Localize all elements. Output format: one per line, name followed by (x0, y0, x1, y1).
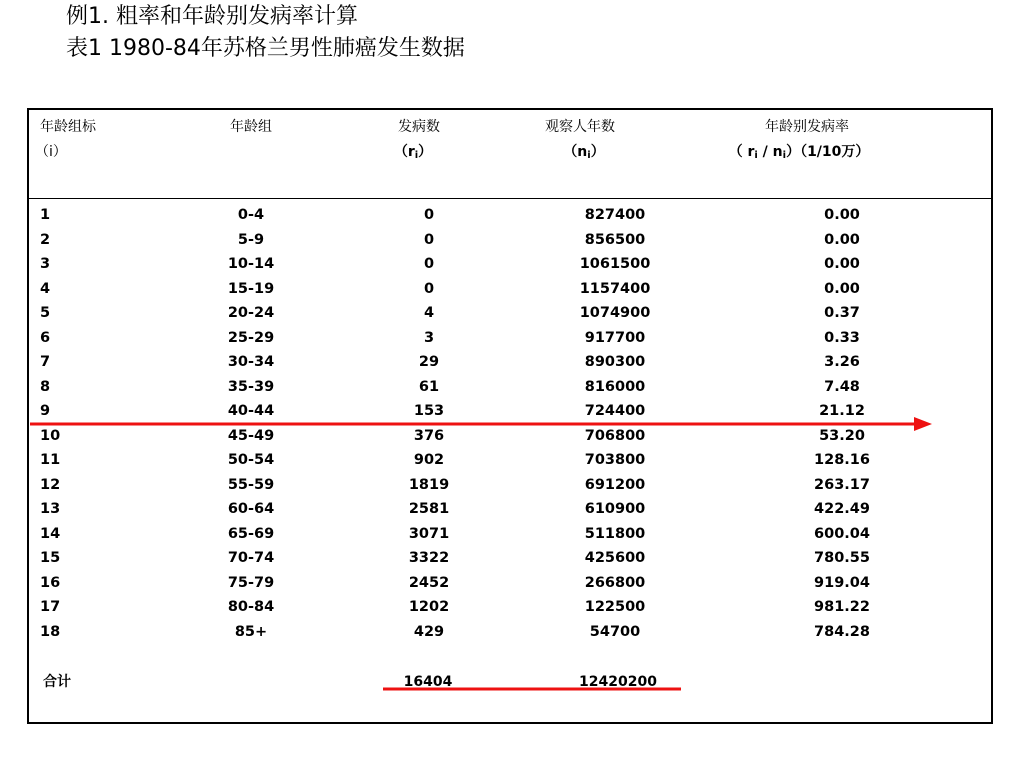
header-person-years-symbol: $(n_i)$ (563, 144, 605, 161)
header-person-years: 观察人年数 (545, 119, 615, 135)
cell-person-years: 122500 (584, 599, 646, 615)
cell-rate: 919.04 (814, 574, 870, 591)
cell-person-years: 917700 (584, 329, 646, 346)
cell-index: 11 (40, 452, 61, 468)
total-cases: 16404 (403, 674, 453, 690)
cell-cases: 376 (413, 427, 445, 444)
header-divider (29, 198, 991, 199)
cell-age-group: 80-84 (227, 599, 275, 615)
cell-index: 5 (40, 305, 51, 321)
cell-person-years: 1074900 (579, 305, 651, 321)
cell-age-group: 0-4 (237, 207, 265, 223)
table-caption: 表1 1980-84年苏格兰男性肺癌发生数据 (66, 36, 465, 61)
cell-index: 1 (40, 207, 51, 223)
cell-index: 10 (40, 427, 61, 444)
cell-rate: 128.16 (814, 452, 870, 468)
cell-age-group: 15-19 (227, 280, 275, 297)
cell-rate: 0.00 (824, 280, 860, 297)
cell-index: 9 (40, 403, 51, 419)
cell-person-years: 54700 (589, 623, 641, 640)
cell-index: 15 (40, 550, 61, 566)
cell-age-group: 20-24 (227, 305, 275, 321)
cell-age-group: 50-54 (227, 452, 275, 468)
cell-person-years: 856500 (584, 231, 646, 248)
cell-cases: 0 (423, 231, 435, 248)
cell-age-group: 35-39 (227, 378, 275, 395)
cell-rate: 981.22 (814, 599, 870, 615)
cell-index: 17 (40, 599, 61, 615)
cell-person-years: 610900 (584, 501, 646, 517)
cell-person-years: 816000 (584, 378, 646, 395)
cell-cases: 153 (413, 403, 445, 419)
cell-person-years: 1061500 (579, 256, 651, 272)
cell-cases: 0 (423, 280, 435, 297)
cell-rate: 0.00 (824, 207, 860, 223)
cell-person-years: 511800 (584, 525, 646, 542)
cell-cases: 902 (413, 452, 445, 468)
cell-cases: 29 (418, 354, 440, 370)
cell-index: 18 (40, 623, 61, 640)
cell-index: 13 (40, 501, 61, 517)
cell-index: 4 (40, 280, 51, 297)
header-index-symbol: （i） (35, 144, 67, 160)
cell-rate: 3.26 (824, 354, 860, 370)
cell-person-years: 691200 (584, 476, 646, 493)
cell-cases: 1202 (408, 599, 450, 615)
header-rate-formula: （ $r_i / n_i)(1/10$万） (728, 144, 870, 161)
cell-cases: 2581 (408, 501, 450, 517)
total-label: 合计 (43, 674, 71, 690)
header-age-group: 年龄组 (230, 119, 272, 135)
cell-rate: 0.00 (824, 256, 860, 272)
cell-cases: 3071 (408, 525, 450, 542)
cell-person-years: 827400 (584, 207, 646, 223)
cell-cases: 2452 (408, 574, 450, 591)
header-cases-symbol: $(r_i)$ (393, 144, 433, 161)
cell-age-group: 55-59 (227, 476, 275, 493)
cell-rate: 263.17 (814, 476, 870, 493)
cell-person-years: 890300 (584, 354, 646, 370)
cell-person-years: 425600 (584, 550, 646, 566)
header-age-group-index: 年龄组标 (40, 119, 96, 135)
cell-cases: 1819 (408, 476, 450, 493)
cell-index: 14 (40, 525, 61, 542)
cell-rate: 53.20 (819, 427, 865, 444)
cell-index: 3 (40, 256, 51, 272)
cell-rate: 784.28 (814, 623, 870, 640)
cell-age-group: 45-49 (227, 427, 275, 444)
cell-index: 2 (40, 231, 51, 248)
cell-rate: 600.04 (814, 525, 870, 542)
cell-age-group: 85+ (234, 623, 268, 640)
cell-cases: 3322 (408, 550, 450, 566)
cell-rate: 7.48 (824, 378, 860, 395)
cell-index: 16 (40, 574, 61, 591)
cell-cases: 61 (418, 378, 440, 395)
cell-cases: 4 (423, 305, 435, 321)
cell-index: 7 (40, 354, 51, 370)
cell-rate: 0.33 (824, 329, 860, 346)
cell-age-group: 75-79 (227, 574, 275, 591)
cell-person-years: 703800 (584, 452, 646, 468)
cell-rate: 21.12 (819, 403, 865, 419)
cell-age-group: 70-74 (227, 550, 275, 566)
header-age-specific-rate: 年龄别发病率 (765, 119, 849, 135)
cell-age-group: 65-69 (227, 525, 275, 542)
cell-age-group: 25-29 (227, 329, 275, 346)
cell-age-group: 40-44 (227, 403, 275, 419)
cell-person-years: 266800 (584, 574, 646, 591)
header-cases: 发病数 (398, 119, 440, 135)
cell-cases: 0 (423, 207, 435, 223)
cell-index: 8 (40, 378, 51, 395)
cell-person-years: 706800 (584, 427, 646, 444)
cell-index: 12 (40, 476, 61, 493)
cell-rate: 0.37 (824, 305, 860, 321)
cell-age-group: 10-14 (227, 256, 275, 272)
cell-rate: 0.00 (824, 231, 860, 248)
cell-age-group: 5-9 (237, 231, 265, 248)
cell-rate: 422.49 (814, 501, 870, 517)
cell-age-group: 60-64 (227, 501, 275, 517)
cell-person-years: 1157400 (579, 280, 651, 297)
cell-cases: 0 (423, 256, 435, 272)
example-title: 例1. 粗率和年龄别发病率计算 (66, 4, 358, 29)
cell-cases: 429 (413, 623, 445, 640)
cell-index: 6 (40, 329, 51, 346)
data-table (27, 108, 993, 724)
cell-cases: 3 (423, 329, 435, 346)
total-person-years: 12420200 (579, 674, 657, 690)
cell-rate: 780.55 (814, 550, 870, 566)
cell-age-group: 30-34 (227, 354, 275, 370)
cell-person-years: 724400 (584, 403, 646, 419)
